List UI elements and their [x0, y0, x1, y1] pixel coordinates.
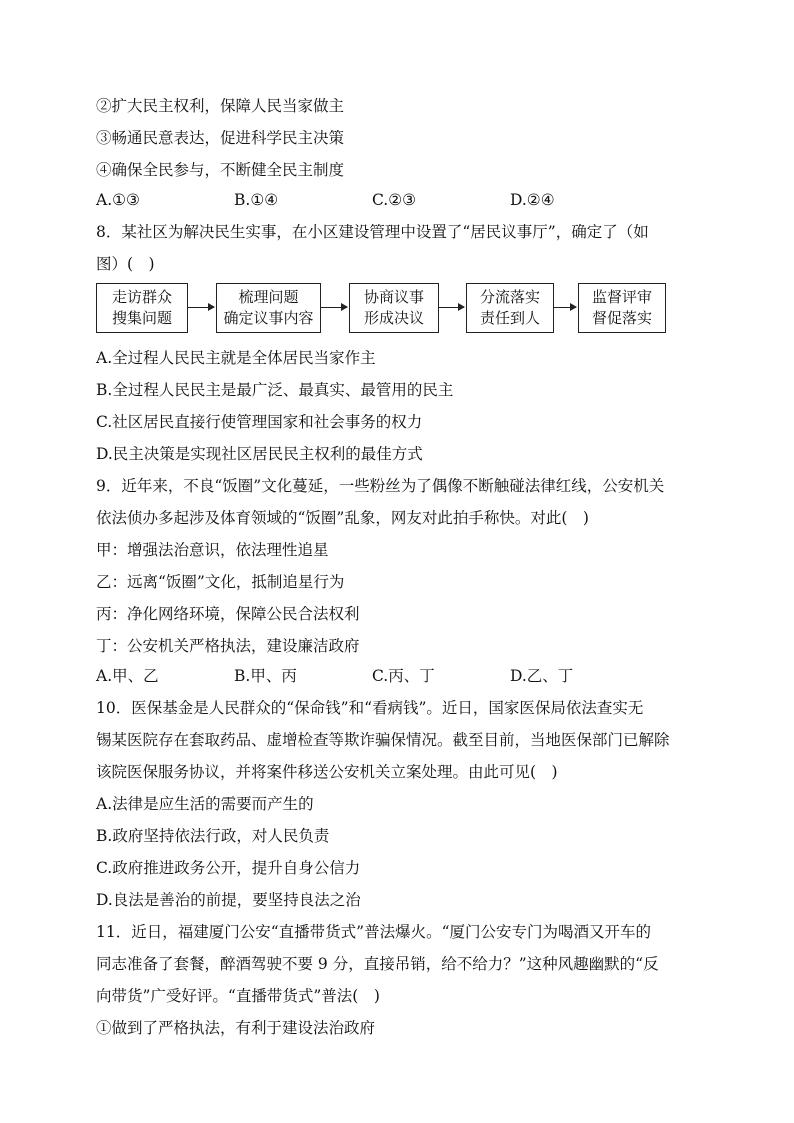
q8-option-d: D.民主决策是实现社区居民民主权利的最佳方式	[96, 445, 423, 463]
q10-stem-line-3: 该院医保服务协议，并将案件移送公安机关立案处理。由此可见( )	[96, 763, 558, 781]
flow-step-1-line-2: 搜集问题	[111, 309, 172, 327]
q9-item-bing: 丙：净化网络环境，保障公民合法权利	[96, 605, 360, 623]
q11-stem-line-3: 向带货”广受好评。“直播带货式”普法( )	[96, 987, 380, 1005]
flow-arrow-3	[439, 307, 464, 308]
q11-item-1: ①做到了严格执法，有利于建设法治政府	[96, 1019, 376, 1037]
flow-step-4	[466, 283, 554, 333]
flow-arrow-4	[554, 307, 576, 308]
q8-flowchart	[96, 283, 666, 335]
flow-arrow-2	[321, 307, 347, 308]
q9-item-jia: 甲：增强法治意识，依法理性追星	[96, 541, 329, 559]
q9-option-b: B.甲、丙	[234, 667, 297, 685]
q7-item-3: ③畅通民意表达，促进科学民主决策	[96, 129, 345, 147]
flow-step-3	[349, 283, 439, 333]
flow-step-2	[216, 283, 321, 333]
flow-step-4-line-1: 分流落实	[479, 288, 540, 306]
flow-step-1-line-1: 走访群众	[111, 288, 172, 306]
q7-option-d: D.②④	[510, 191, 555, 209]
flow-step-1	[96, 283, 188, 333]
flow-step-5	[578, 283, 666, 333]
q8-stem-line-2: 图）( )	[96, 255, 155, 273]
q8-option-b: B.全过程人民民主是最广泛、最真实、最管用的民主	[96, 381, 454, 399]
q11-stem-line-2: 同志准备了套餐，醉酒驾驶不要 9 分，直接吊销，给不给力？”这种风趣幽默的“反	[96, 955, 659, 973]
q7-item-4: ④确保全民参与，不断健全民主制度	[96, 161, 345, 179]
q7-item-2: ②扩大民主权利，保障人民当家做主	[96, 97, 345, 115]
flow-step-2-line-1: 梳理问题	[238, 288, 299, 306]
flow-step-3-line-2: 形成决议	[363, 309, 424, 327]
q9-option-c: C.丙、丁	[372, 667, 435, 685]
flow-step-3-line-1: 协商议事	[363, 288, 424, 306]
q10-option-b: B.政府坚持依法行政，对人民负责	[96, 827, 330, 845]
flow-step-5-line-2: 督促落实	[591, 309, 652, 327]
flow-step-2-line-2: 确定议事内容	[223, 309, 314, 327]
q10-stem-line-1: 10．医保基金是人民群众的“保命钱”和“看病钱”。近日，国家医保局依法查实无	[96, 699, 644, 717]
q8-stem-line-1: 8．某社区为解决民生实事，在小区建设管理中设置了“居民议事厅”，确定了（如	[96, 223, 649, 241]
q7-option-b: B.①④	[234, 191, 279, 209]
q9-option-d: D.乙、丁	[510, 667, 574, 685]
q9-item-yi: 乙：远离“饭圈”文化，抵制追星行为	[96, 573, 345, 591]
q10-option-a: A.法律是应生活的需要而产生的	[96, 795, 314, 813]
q9-stem-line-2: 依法侦办多起涉及体育领域的“饭圈”乱象，网友对此拍手称快。对此( )	[96, 509, 589, 527]
q11-stem-line-1: 11．近日，福建厦门公安“直播带货式”普法爆火。“厦门公安专门为喝酒又开车的	[96, 923, 651, 941]
q8-option-a: A.全过程人民民主就是全体居民当家作主	[96, 349, 376, 367]
q7-option-a: A.①③	[96, 191, 140, 209]
q10-stem-line-2: 锡某医院存在套取药品、虚增检查等欺诈骗保情况。截至目前，当地医保部门已解除	[96, 731, 670, 749]
q10-option-c: C.政府推进政务公开，提升自身公信力	[96, 859, 361, 877]
q8-option-c: C.社区居民直接行使管理国家和社会事务的权力	[96, 413, 423, 431]
q10-option-d: D.良法是善治的前提，要坚持良法之治	[96, 891, 361, 909]
q9-item-ding: 丁：公安机关严格执法，建设廉洁政府	[96, 637, 360, 655]
q7-option-c: C.②③	[372, 191, 417, 209]
q9-stem-line-1: 9．近年来，不良“饭圈”文化蔓延，一些粉丝为了偶像不断触碰法律红线，公安机关	[96, 477, 665, 495]
flow-step-5-line-1: 监督评审	[591, 288, 652, 306]
q9-option-a: A.甲、乙	[96, 667, 159, 685]
flow-step-4-line-2: 责任到人	[479, 309, 540, 327]
flow-arrow-1	[188, 307, 214, 308]
